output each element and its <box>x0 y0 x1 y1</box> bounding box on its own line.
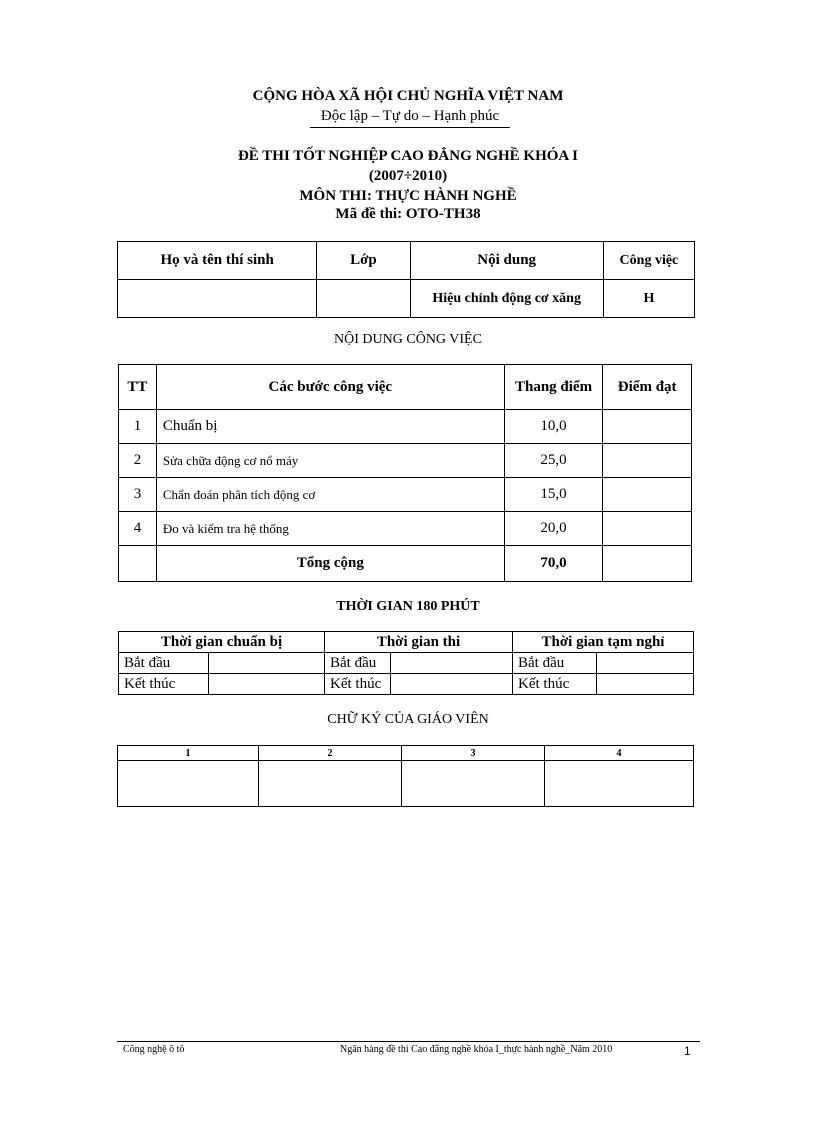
row-step: Sửa chữa động cơ nổ máy <box>156 444 504 478</box>
prep-end-value <box>209 674 325 695</box>
footer-divider <box>117 1041 700 1042</box>
row-no: 2 <box>119 444 157 478</box>
cell-class <box>317 280 410 318</box>
row-no: 3 <box>119 478 157 512</box>
sig-col-2: 2 <box>259 746 402 761</box>
row-step: Chẩn đoán phân tích động cơ <box>156 478 504 512</box>
time-section-title: THỜI GIAN 180 PHÚT <box>336 599 480 614</box>
row-achieved <box>603 410 692 444</box>
exam-end-label: Kết thúc <box>325 674 391 695</box>
total-row <box>119 546 692 582</box>
header-content: Nội dung <box>410 242 603 280</box>
cell-content: Hiệu chỉnh động cơ xăng <box>410 280 603 318</box>
header-candidate-name: Họ và tên thí sinh <box>118 242 317 280</box>
row-no: 1 <box>119 410 157 444</box>
sig-box-4 <box>545 761 694 807</box>
header-scale: Thang điểm <box>504 365 603 410</box>
row-achieved <box>603 444 692 478</box>
signature-table <box>117 745 694 807</box>
exam-start-label: Bắt đầu <box>325 653 391 674</box>
exam-title: ĐỀ THI TỐT NGHIỆP CAO ĐẲNG NGHỀ KHÓA I <box>237 148 579 164</box>
sig-col-3: 3 <box>402 746 545 761</box>
row-score: 15,0 <box>504 478 603 512</box>
exam-start-value <box>391 653 513 674</box>
page-number: 1 <box>684 1044 691 1058</box>
header-class: Lớp <box>317 242 410 280</box>
time-table <box>118 631 694 695</box>
total-score: 70,0 <box>504 546 603 582</box>
row-no: 4 <box>119 512 157 546</box>
sig-box-1 <box>118 761 259 807</box>
row-score: 10,0 <box>504 410 603 444</box>
sig-box-3 <box>402 761 545 807</box>
break-start-value <box>597 653 694 674</box>
sig-col-4: 4 <box>545 746 694 761</box>
prep-start-value <box>209 653 325 674</box>
total-achieved <box>603 546 692 582</box>
break-end-label: Kết thúc <box>513 674 597 695</box>
sig-box-2 <box>259 761 402 807</box>
table-row <box>119 512 692 546</box>
work-section-title: NỘI DUNG CÔNG VIỆC <box>334 332 482 347</box>
cell-candidate-name <box>118 280 317 318</box>
header-task: Công việc <box>603 242 694 280</box>
footer-center: Ngân hàng đề thi Cao đẳng nghề khóa I_thực hành nghề_Năm 2010 <box>340 1044 613 1055</box>
footer-left: Công nghệ ô tô <box>123 1044 185 1055</box>
break-start-label: Bắt đầu <box>513 653 597 674</box>
header-no: TT <box>119 365 157 410</box>
motto: Độc lập – Tự do – Hạnh phúc <box>310 108 510 128</box>
table-row <box>119 478 692 512</box>
total-blank <box>119 546 157 582</box>
prep-start-label: Bắt đầu <box>119 653 209 674</box>
table-row <box>119 444 692 478</box>
cell-task: H <box>603 280 694 318</box>
sig-col-1: 1 <box>118 746 259 761</box>
country-heading: CỘNG HÒA XÃ HỘI CHỦ NGHĨA VIỆT NAM <box>252 88 564 104</box>
header-achieved: Điểm đạt <box>603 365 692 410</box>
exam-period: (2007÷2010) <box>368 168 448 184</box>
prep-end-label: Kết thúc <box>119 674 209 695</box>
exam-end-value <box>391 674 513 695</box>
table-row <box>119 410 692 444</box>
row-score: 20,0 <box>504 512 603 546</box>
work-steps-table <box>118 364 692 582</box>
group-prep: Thời gian chuẩn bị <box>119 632 325 653</box>
group-exam: Thời gian thi <box>325 632 513 653</box>
group-break: Thời gian tạm nghỉ <box>513 632 694 653</box>
signature-section-title: CHỮ KÝ CỦA GIÁO VIÊN <box>327 712 489 727</box>
break-end-value <box>597 674 694 695</box>
header-step: Các bước công việc <box>156 365 504 410</box>
row-step: Đo và kiểm tra hệ thống <box>156 512 504 546</box>
exam-subject: MÔN THI: THỰC HÀNH NGHỀ <box>299 188 517 204</box>
row-score: 25,0 <box>504 444 603 478</box>
row-step: Chuẩn bị <box>156 410 504 444</box>
candidate-info-table <box>117 241 695 318</box>
exam-code: Mã đề thi: OTO-TH38 <box>335 206 481 222</box>
row-achieved <box>603 478 692 512</box>
row-achieved <box>603 512 692 546</box>
total-label: Tổng cộng <box>156 546 504 582</box>
